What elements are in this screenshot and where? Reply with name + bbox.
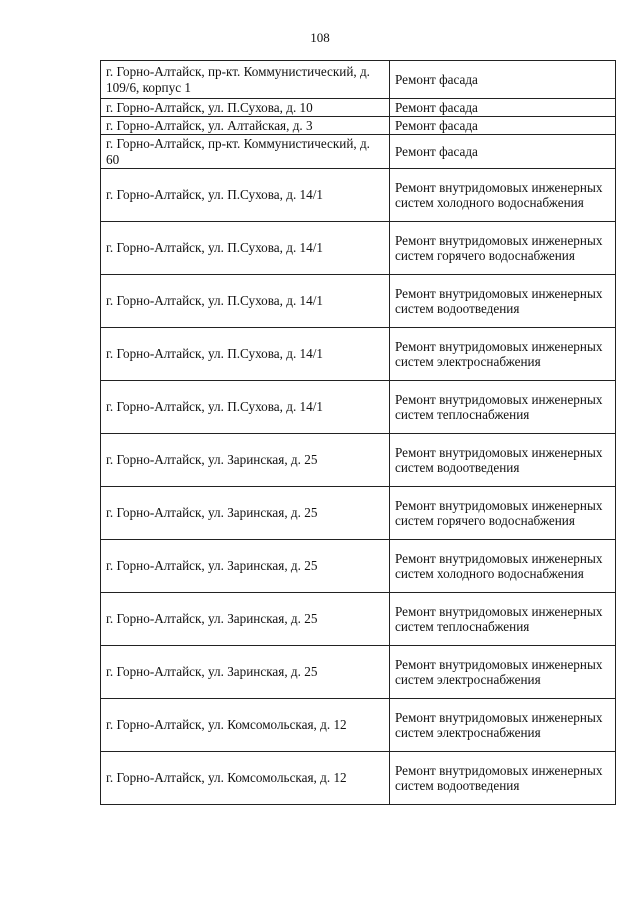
work-type-cell: Ремонт внутридомовых инженерных систем электроснабжения	[390, 328, 616, 381]
address-cell: г. Горно-Алтайск, пр-кт. Коммунистический, д. 60	[101, 135, 390, 169]
address-cell: г. Горно-Алтайск, ул. Заринская, д. 25	[101, 434, 390, 487]
address-cell: г. Горно-Алтайск, ул. Заринская, д. 25	[101, 646, 390, 699]
address-cell: г. Горно-Алтайск, ул. П.Сухова, д. 14/1	[101, 328, 390, 381]
work-type-cell: Ремонт фасада	[390, 99, 616, 117]
work-type-cell: Ремонт внутридомовых инженерных систем электроснабжения	[390, 646, 616, 699]
work-type-cell: Ремонт внутридомовых инженерных систем водоотведения	[390, 752, 616, 805]
table-row	[101, 222, 616, 275]
address-cell: г. Горно-Алтайск, ул. П.Сухова, д. 14/1	[101, 169, 390, 222]
table-row	[101, 135, 616, 169]
table-row	[101, 61, 616, 99]
table-row	[101, 487, 616, 540]
table-row	[101, 540, 616, 593]
address-cell: г. Горно-Алтайск, ул. Заринская, д. 25	[101, 593, 390, 646]
address-cell: г. Горно-Алтайск, ул. П.Сухова, д. 10	[101, 99, 390, 117]
table-row	[101, 434, 616, 487]
table-row	[101, 328, 616, 381]
table-row	[101, 169, 616, 222]
work-type-cell: Ремонт внутридомовых инженерных систем теплоснабжения	[390, 381, 616, 434]
address-cell: г. Горно-Алтайск, ул. Комсомольская, д. 12	[101, 752, 390, 805]
table-row	[101, 593, 616, 646]
work-type-cell: Ремонт внутридомовых инженерных систем горячего водоснабжения	[390, 487, 616, 540]
repairs-table	[100, 60, 616, 805]
address-cell: г. Горно-Алтайск, ул. Алтайская, д. 3	[101, 117, 390, 135]
work-type-cell: Ремонт фасада	[390, 135, 616, 169]
work-type-cell: Ремонт внутридомовых инженерных систем водоотведения	[390, 275, 616, 328]
table-row	[101, 699, 616, 752]
work-type-cell: Ремонт внутридомовых инженерных систем холодного водоснабжения	[390, 540, 616, 593]
address-cell: г. Горно-Алтайск, ул. Заринская, д. 25	[101, 487, 390, 540]
work-type-cell: Ремонт фасада	[390, 117, 616, 135]
table-row	[101, 752, 616, 805]
address-cell: г. Горно-Алтайск, ул. П.Сухова, д. 14/1	[101, 275, 390, 328]
table-row	[101, 275, 616, 328]
table-row	[101, 646, 616, 699]
work-type-cell: Ремонт внутридомовых инженерных систем холодного водоснабжения	[390, 169, 616, 222]
page-number: 108	[310, 30, 330, 45]
address-cell: г. Горно-Алтайск, ул. Комсомольская, д. 12	[101, 699, 390, 752]
work-type-cell: Ремонт фасада	[390, 61, 616, 99]
address-cell: г. Горно-Алтайск, ул. П.Сухова, д. 14/1	[101, 222, 390, 275]
address-cell: г. Горно-Алтайск, ул. Заринская, д. 25	[101, 540, 390, 593]
repairs-table-body	[101, 61, 616, 805]
table-row	[101, 117, 616, 135]
work-type-cell: Ремонт внутридомовых инженерных систем электроснабжения	[390, 699, 616, 752]
work-type-cell: Ремонт внутридомовых инженерных систем горячего водоснабжения	[390, 222, 616, 275]
address-cell: г. Горно-Алтайск, ул. П.Сухова, д. 14/1	[101, 381, 390, 434]
address-cell: г. Горно-Алтайск, пр-кт. Коммунистический, д. 109/6, корпус 1	[101, 61, 390, 99]
table-row	[101, 99, 616, 117]
work-type-cell: Ремонт внутридомовых инженерных систем теплоснабжения	[390, 593, 616, 646]
work-type-cell: Ремонт внутридомовых инженерных систем водоотведения	[390, 434, 616, 487]
table-row	[101, 381, 616, 434]
